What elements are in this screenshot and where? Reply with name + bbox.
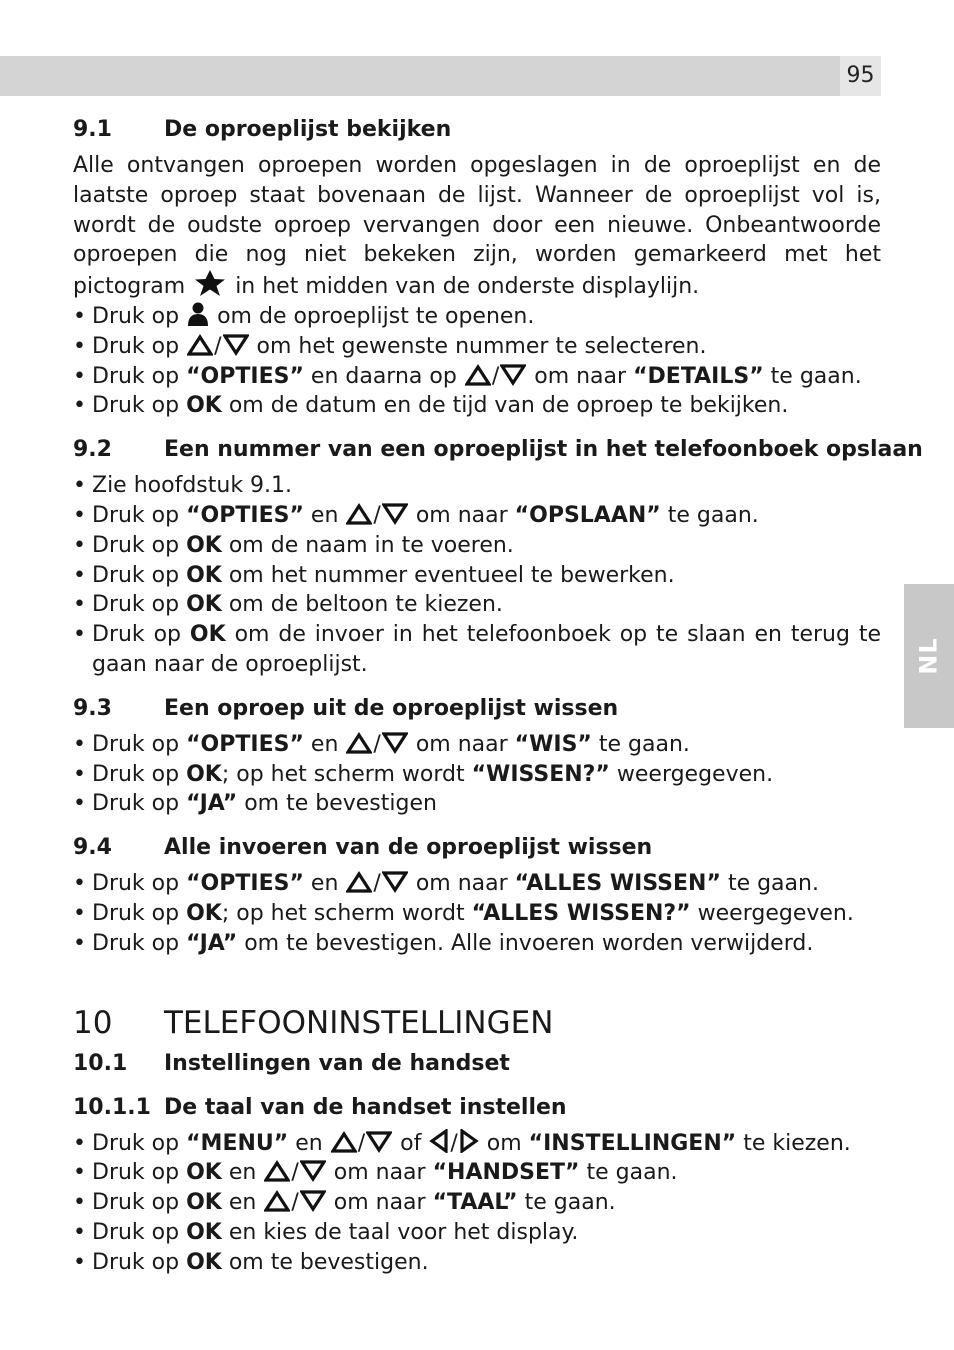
down-triangle-icon (366, 1131, 392, 1153)
list-item: • Druk op “JA” om te bevestigen. Alle invoeren worden verwijderd. (73, 930, 814, 956)
language-tab-label: NL (914, 637, 943, 675)
down-triangle-icon (223, 334, 249, 356)
down-triangle-icon (382, 871, 408, 893)
list-item: • Druk op OK; op het scherm wordt “ALLES WISSEN?” weergegeven. (73, 900, 854, 926)
down-triangle-icon (500, 364, 526, 386)
page-number: 95 (840, 56, 881, 96)
person-icon (187, 302, 209, 326)
star-icon (193, 270, 227, 296)
list-item: • Druk op OK en / om naar “HANDSET” te gaan. (73, 1160, 678, 1186)
list-item: • Druk op “OPTIES” en / om naar “OPSLAAN” te gaan. (73, 502, 759, 528)
list-item: • Druk op / om het gewenste nummer te selecteren. (73, 333, 707, 359)
up-triangle-icon (187, 334, 213, 356)
section-heading-9-4: 9.4 Alle invoeren van de oproeplijst wissen (73, 835, 653, 861)
up-triangle-icon (331, 1131, 357, 1153)
section-heading-9-1: 9.1 De oproeplijst bekijken (73, 117, 452, 142)
down-triangle-icon (300, 1160, 326, 1182)
right-triangle-icon (459, 1129, 479, 1153)
up-triangle-icon (264, 1190, 290, 1212)
down-triangle-icon (300, 1190, 326, 1212)
list-item: • Druk op OK om te bevestigen. (73, 1249, 429, 1275)
list-item: • Druk op “JA” om te bevestigen (73, 791, 437, 817)
list-item: • Druk op “OPTIES” en / om naar “ALLES WISSEN” te gaan. (73, 871, 819, 897)
chapter-heading-10: 10 TELEFOONINSTELLINGEN (73, 1004, 554, 1041)
list-item: • Druk op “OPTIES” en / om naar “WIS” te gaan. (73, 731, 690, 757)
header-bar (0, 56, 840, 96)
section-heading-9-2: 9.2 Een nummer van een oproeplijst in het telefoonboek opslaan (73, 437, 923, 463)
list-item: • Druk op “MENU” en / of / om “INSTELLINGEN” te kiezen. (73, 1130, 851, 1156)
list-item: • Druk op OK om de invoer in het telefoonboek op te slaan en terug te gaan naar de oproeplijst. (73, 622, 882, 677)
list-item: • Druk op om de oproeplijst te openen. (73, 303, 535, 329)
up-triangle-icon (346, 503, 372, 525)
list-item: • Druk op “OPTIES” en daarna op / om naar “DETAILS” te gaan. (73, 363, 862, 389)
list-item: • Druk op OK en / om naar “TAAL” te gaan. (73, 1190, 616, 1216)
section-heading-9-3: 9.3 Een oproep uit de oproeplijst wissen (73, 695, 619, 721)
up-triangle-icon (346, 871, 372, 893)
section-heading-10-1-1: 10.1.1 De taal van de handset instellen (73, 1094, 567, 1120)
down-triangle-icon (382, 503, 408, 525)
left-triangle-icon (429, 1129, 449, 1153)
list-item: • Druk op OK om de naam in te voeren. (73, 532, 514, 558)
language-tab (904, 584, 954, 728)
list-item: • Druk op OK; op het scherm wordt “WISSEN?” weergegeven. (73, 761, 774, 787)
up-triangle-icon (346, 732, 372, 754)
intro-paragraph: Alle ontvangen oproepen worden opgeslagen in de oproeplijst en de laatste oproep staat bovenaan de lijst. Wanneer de oproeplijst vol is, wordt de oudste oproep vervangen door een nieuwe. Onbeantwoorde oproepen die nog niet bekeken zijn, worden gemarkeerd met het pictogram in het midden van de onderste displaylijn. (73, 153, 881, 300)
down-triangle-icon (382, 732, 408, 754)
up-triangle-icon (264, 1160, 290, 1182)
up-triangle-icon (465, 364, 491, 386)
list-item: • Zie hoofdstuk 9.1. (73, 473, 293, 499)
list-item: • Druk op OK en kies de taal voor het display. (73, 1219, 579, 1245)
list-item: • Druk op OK om het nummer eventueel te bewerken. (73, 562, 675, 588)
page-content (73, 115, 923, 1278)
section-heading-10-1: 10.1 Instellingen van de handset (73, 1050, 510, 1076)
list-item: • Druk op OK om de beltoon te kiezen. (73, 592, 503, 618)
list-item: • Druk op OK om de datum en de tijd van de oproep te bekijken. (73, 393, 789, 419)
